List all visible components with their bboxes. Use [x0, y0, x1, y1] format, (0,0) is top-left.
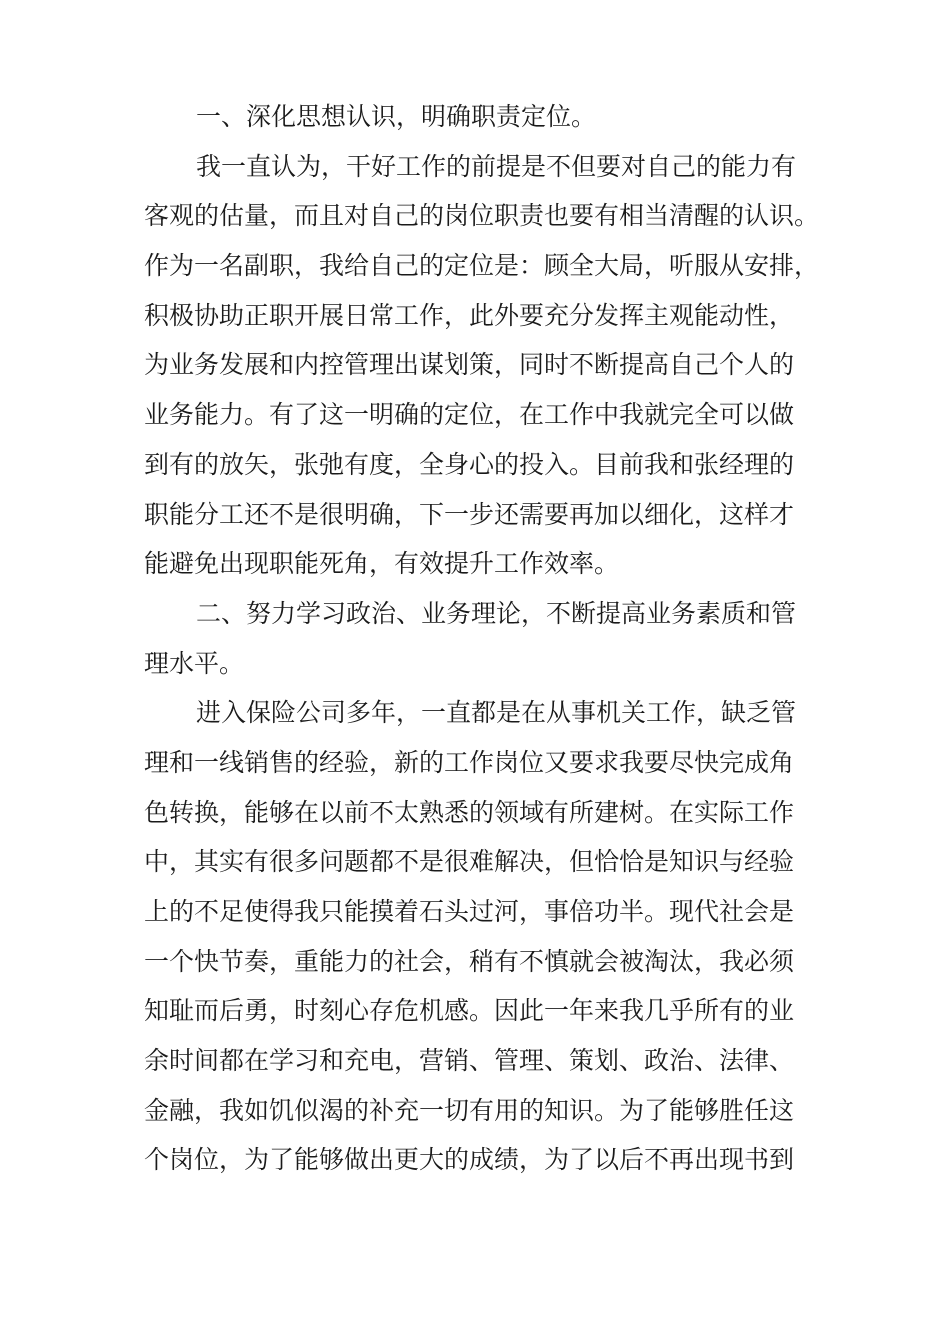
paragraph-line: 一个快节奏，重能力的社会，稍有不慎就会被淘汰，我必须: [144, 946, 795, 976]
paragraph-line: 作为一名副职，我给自己的定位是：顾全大局，听服从安排，: [144, 251, 820, 281]
section-heading-1: 一、深化思想认识，明确职责定位。: [196, 102, 597, 131]
paragraph-line: 理和一线销售的经验，新的工作岗位又要求我要尽快完成角: [144, 747, 795, 777]
paragraph-line: 金融，我如饥似渴的补充一切有用的知识。为了能够胜任这: [144, 1095, 795, 1125]
paragraph-line: 我一直认为，干好工作的前提是不但要对自己的能力有: [196, 151, 797, 181]
paragraph-line: 积极协助正职开展日常工作，此外要充分发挥主观能动性，: [144, 300, 795, 330]
paragraph-line: 上的不足使得我只能摸着石头过河，事倍功半。现代社会是: [144, 897, 795, 926]
paragraph-line: 客观的估量，而且对自己的岗位职责也要有相当清醒的认识。: [144, 201, 820, 231]
paragraph-line: 业务能力。有了这一明确的定位，在工作中我就完全可以做: [144, 400, 795, 430]
paragraph-line: 到有的放矢，张弛有度，全身心的投入。目前我和张经理的: [144, 449, 795, 479]
paragraph-line: 知耻而后勇，时刻心存危机感。因此一年来我几乎所有的业: [144, 996, 795, 1026]
section-heading-2-continuation: 理水平。: [144, 648, 245, 678]
paragraph-line: 职能分工还不是很明确，下一步还需要再加以细化，这样才: [144, 499, 795, 529]
paragraph-line: 色转换，能够在以前不太熟悉的领域有所建树。在实际工作: [144, 797, 795, 827]
paragraph-line: 中，其实有很多问题都不是很难解决，但恰恰是知识与经验: [144, 847, 795, 877]
paragraph-line: 余时间都在学习和充电，营销、管理、策划、政治、法律、: [144, 1046, 795, 1076]
document-body: [144, 92, 820, 1185]
paragraph-line: 能避免出现职能死角，有效提升工作效率。: [144, 549, 620, 579]
paragraph-line: 进入保险公司多年，一直都是在从事机关工作，缺乏管: [196, 698, 797, 728]
section-heading-2: 二、努力学习政治、业务理论，不断提高业务素质和管: [196, 598, 797, 628]
paragraph-line: 为业务发展和内控管理出谋划策，同时不断提高自己个人的: [144, 350, 795, 380]
paragraph-line: 个岗位，为了能够做出更大的成绩，为了以后不再出现书到: [144, 1145, 795, 1175]
